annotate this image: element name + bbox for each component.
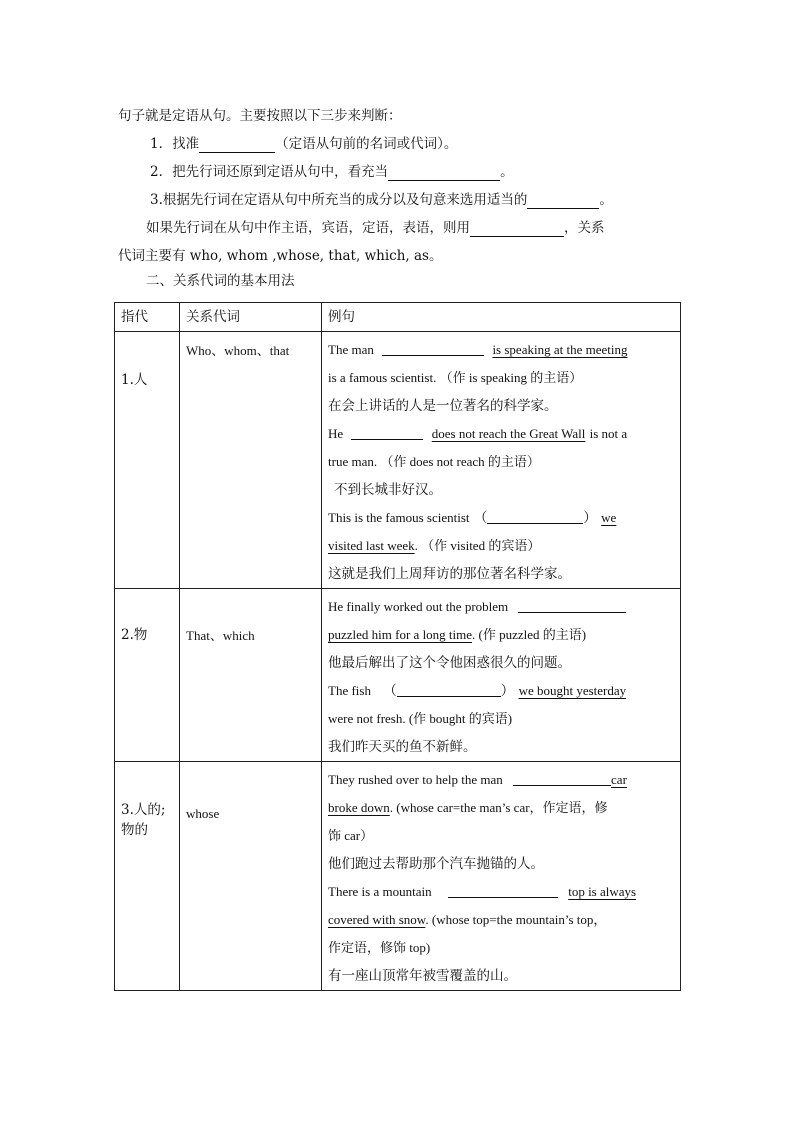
ref-cell: 3.人的; 物的 xyxy=(115,762,180,991)
example-cell: He finally worked out the problem puzzled him for a long time. (作 puzzled 的主语) 他最后解出了这个令他困惑很久的问题。 The fish （ ） we bought yesterday were not fresh. (作 bought 的宾语) 我们昨天买的鱼不新鲜。 xyxy=(322,589,681,762)
example-cell: The man is speaking at the meeting is a famous scientist. （作 is speaking 的主语） 在会上讲话的人是一位著名的科学家。 He does not reach the Great Wall is not a true man. （作 does not reach 的主语） 不到长城非好汉。 This is the famous scientist （ ） we visited last week. （作 visited 的宾语） 这就是我们上周拜访的那位著名科学家。 xyxy=(322,332,681,589)
pronoun-cell: That、which xyxy=(180,589,322,762)
blank-field[interactable] xyxy=(513,771,611,786)
ref-cell: 1.人 xyxy=(115,332,180,589)
example-line: visited last week. （作 visited 的宾语） xyxy=(328,538,541,553)
example-line: puzzled him for a long time. (作 puzzled 的主语) xyxy=(328,627,587,642)
ref-cell: 2.物 xyxy=(115,589,180,762)
step-1: 1．找准 （定语从句前的名词或代词）。 xyxy=(150,136,458,152)
blank-field[interactable] xyxy=(351,425,423,440)
intro-line-5: 如果先行词在从句中作主语，宾语，定语，表语，则用 ，关系 xyxy=(146,220,605,236)
blank-field[interactable] xyxy=(397,682,501,697)
intro-text xyxy=(118,102,684,292)
example-line: covered with snow. (whose top=the mountain’s top， xyxy=(328,912,607,927)
example-line: The fish （ ） we bought yesterday xyxy=(328,683,627,699)
pronoun-cell: whose xyxy=(180,762,322,991)
table-row xyxy=(115,332,681,589)
blank-field[interactable] xyxy=(487,509,583,524)
example-line: broke down. (whose car=the man’s car，作定语，修 xyxy=(328,800,608,815)
example-cell: They rushed over to help the man car broke down. (whose car=the man’s car，作定语，修 饰 car） 他们跑过去帮助那个汽车抛锚的人。 There is a mountain top is always covered with snow. (whose top=the mountain’s top， 作定语，修饰 top) 有一座山顶常年被雪覆盖的山。 xyxy=(322,762,681,991)
header-cell: 指代 xyxy=(115,303,180,332)
intro-line-6: 代词主要有 who, whom ,whose, that, which, as。 xyxy=(118,248,443,264)
pronoun-cell: Who、whom、that xyxy=(180,332,322,589)
example-line: This is the famous scientist （ ） we xyxy=(328,510,617,526)
step-3: 3.根据先行词在定语从句中所充当的成分以及句意来选用适当的 。 xyxy=(150,192,613,208)
intro-line-1: 句子就是定语从句。主要按照以下三步来判断： xyxy=(118,108,402,124)
blank-field[interactable] xyxy=(388,162,500,181)
blank-field[interactable] xyxy=(448,883,558,898)
example-line: They rushed over to help the man car xyxy=(328,772,627,787)
table-row xyxy=(115,589,681,762)
blank-field[interactable] xyxy=(470,218,564,237)
blank-field[interactable] xyxy=(518,598,626,613)
table-row xyxy=(115,762,681,991)
example-line: The man is speaking at the meeting xyxy=(328,342,628,357)
blank-field[interactable] xyxy=(527,190,599,209)
example-line: He finally worked out the problem xyxy=(328,593,674,621)
blank-field[interactable] xyxy=(382,341,484,356)
blank-field[interactable] xyxy=(199,134,275,153)
step-2: 2．把先行词还原到定语从句中，看充当 。 xyxy=(150,164,514,180)
example-line: He does not reach the Great Wall is not a xyxy=(328,426,628,441)
header-cell: 例句 xyxy=(322,303,681,332)
relative-pronoun-table xyxy=(114,302,681,991)
table-header-row xyxy=(115,303,681,332)
example-line: There is a mountain top is always xyxy=(328,884,637,899)
header-cell: 关系代词 xyxy=(180,303,322,332)
section-title: 二、关系代词的基本用法 xyxy=(146,273,295,289)
